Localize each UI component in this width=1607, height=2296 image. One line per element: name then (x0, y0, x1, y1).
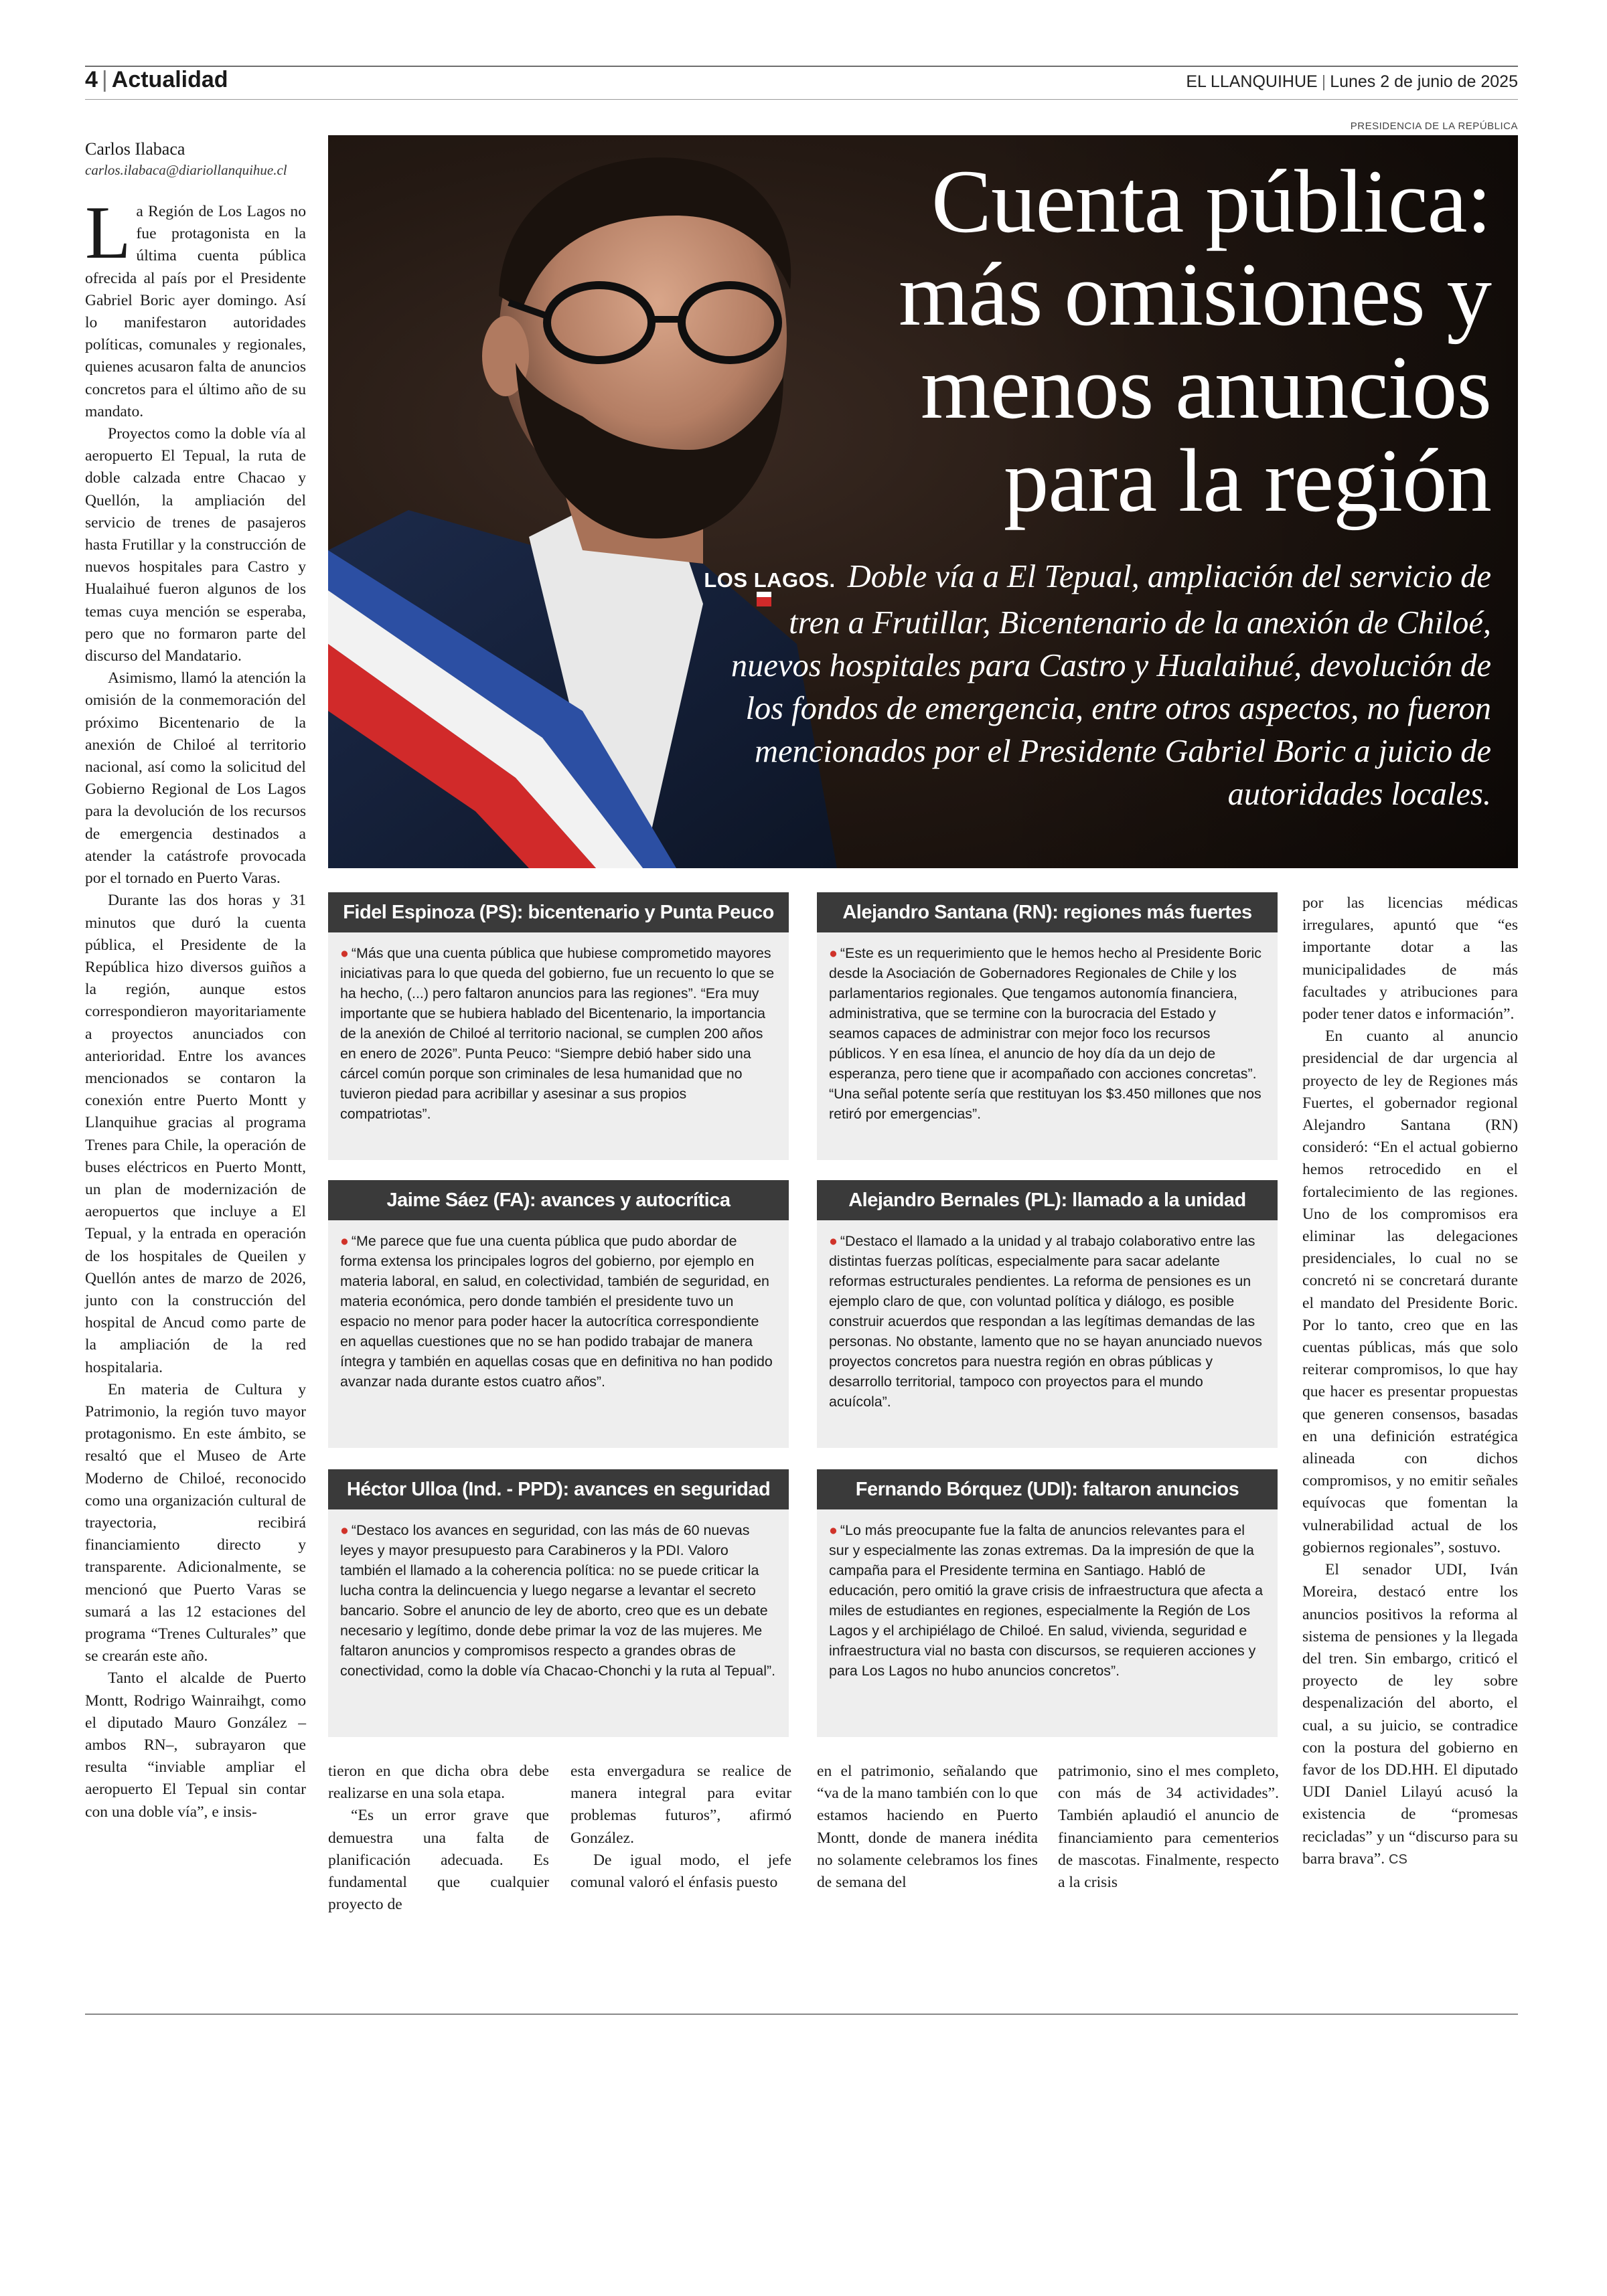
hero-photo (328, 135, 1518, 868)
quote-text: “Destaco los avances en seguridad, con las más de 60 nuevas leyes y mayor presupuesto para Carabineros y la PDI. Valoro también el llamado a la coherencia política: no se puede criticar la lucha contra la delincuencia y luego negarse a levantar el secreto bancario. Sobre el anuncio de ley de aborto, creo que es un debate necesario y legítimo, donde debe primar la voz de las mujeres. Me faltaron anuncios y compromisos respecto a grandes obras de conectividad, como la doble vía Chacao-Chonchi y la ruta al Tepual”. (340, 1522, 776, 1679)
byline-author: Carlos Ilabaca (85, 139, 185, 159)
body-column-1 (85, 191, 306, 1823)
headline-line: Cuenta pública: (931, 152, 1491, 252)
headline-line: para la región (1003, 431, 1491, 531)
body-column-5 (1058, 1760, 1279, 1894)
bullet-icon: ● (340, 945, 349, 961)
paragraph: El senador UDI, Iván Moreira, destacó entre los anuncios positivos la reforma al sistema de pensiones y la llegada del tren. Sin embargo, criticó el proyecto de ley sobre despenalización del aborto, el cual, a su juicio, se contradice con la postura del gobierno en favor de los DD.HH. El diputado UDI Daniel Lilayú acusó la existencia de “promesas recicladas” y un “discurso para su barra brava”. (1302, 1561, 1518, 1868)
quote-box-espinoza (328, 892, 789, 1160)
footer-rule (85, 2014, 1518, 2015)
quote-box-santana (817, 892, 1278, 1160)
deck-text: Doble vía a El Tepual, ampliación del servicio de tren a Frutillar, Bicentenario de la anexión de Chiloé, nuevos hospitales para Castro y Hualaihué, devolución de los fondos de emergencia, entre otros aspectos, no fueron mencionados por el Presidente Gabriel Boric a juicio de autoridades locales. (731, 559, 1491, 812)
body-column-4 (817, 1760, 1038, 1894)
drop-cap: L (85, 191, 131, 274)
bullet-icon: ● (340, 1522, 349, 1538)
paragraph: patrimonio, sino el mes completo, con más de 34 actividades”. También aplaudió el anuncio de financiamiento para cementerios de mascotas. Finalmente, respecto a la crisis (1058, 1762, 1279, 1892)
page-number: 4 (85, 67, 98, 92)
end-mark: CS (1389, 1852, 1407, 1867)
paragraph: Asimismo, llamó la atención la omisión de la conmemoración del próximo Bicentenario de la anexión de Chiloé al territorio nacional, así como la solicitud del Gobierno Regional de Los Lagos para la devolución de los recursos de emergencia destinados a atender la catástrofe provocada por el tornado en Puerto Varas. (85, 669, 306, 888)
quote-box-saez (328, 1180, 789, 1448)
paragraph: En cuanto al anuncio presidencial de dar urgencia al proyecto de ley de Regiones más Fuertes, el gobernador regional Alejandro Santana (RN) consideró: “En el actual gobierno hemos retrocedido en el fortalecimiento de las regiones. Uno de los compromisos era eliminar las delegaciones presidenciales, lo cual no se concretó ni se concretará durante el mandato del Presidente Boric. Por lo tanto, creo que en las cuentas públicas, más que solo reiterar compromisos, lo que hay que hacer es presentar propuestas que generen consensos, basadas en una definición estratégica alineada con dichos compromisos, y no emitir señales equívocas que fomentan la vulnerabilidad actual de los gobiernos regionales”, sostuvo. (1302, 1028, 1518, 1556)
header-top-rule (85, 66, 1518, 67)
deck-location: LOS LAGOS. (704, 568, 836, 592)
headline-line: menos anuncios (920, 338, 1491, 438)
masthead: EL LLANQUIHUE | Lunes 2 de junio de 2025 (1186, 72, 1518, 91)
paragraph: esta envergadura se realice de manera integral para evitar problemas futuros”, afirmó González. (570, 1762, 791, 1847)
bullet-icon: ● (829, 945, 838, 961)
issue-date: Lunes 2 de junio de 2025 (1330, 72, 1518, 91)
quote-title: Alejandro Santana (RN): regiones más fuertes (817, 892, 1278, 932)
quote-text: “Este es un requerimiento que le hemos hecho al Presidente Boric desde la Asociación de Gobernadores Regionales de Chile y los parlamentarios regionales. Que tengamos autonomía financiera, administrativa, que se termine con la burocracia del Estado y seamos capaces de administrar con mejor foco los recursos públicos. Y en esa línea, el anuncio de hoy día da un dejo de esperanza, pero tiene que ir acompañado con acciones concretas”. “Una señal potente sería que restituyan los $3.450 millones que nos retiró por emergencias”. (829, 945, 1261, 1122)
paragraph: De igual modo, el jefe comunal valoró el énfasis puesto (570, 1851, 791, 1892)
quote-title: Fernando Bórquez (UDI): faltaron anuncios (817, 1469, 1278, 1509)
paragraph: Tanto el alcalde de Puerto Montt, Rodrigo Wainraihgt, como el diputado Mauro González –ambos RN–, subrayaron que resulta “inviable ampliar el aeropuerto El Tepual sin contar con una doble vía”, e insis- (85, 1669, 306, 1821)
photo-credit: PRESIDENCIA DE LA REPÚBLICA (1350, 120, 1518, 132)
paragraph: en el patrimonio, señalando que “va de la mano también con lo que estamos haciendo en Puerto Montt, donde de manera inédita no solamente celebramos los fines de semana del (817, 1762, 1038, 1892)
body-column-2 (328, 1760, 549, 1916)
paragraph: “Es un error grave que demuestra una falta de planificación adecuada. Es fundamental que cualquier proyecto de (328, 1807, 549, 1914)
section-label: 4 | Actualidad (85, 67, 228, 92)
quote-title: Héctor Ulloa (Ind. - PPD): avances en seguridad (328, 1469, 789, 1509)
quote-text: “Más que una cuenta pública que hubiese comprometido mayores iniciativas para lo que queda del gobierno, fue un recuento lo que se ha hecho, (...) pero faltaron anuncios para las regiones”. “Era muy importante que se hubiera hablado del Bicentenario, la importancia de la anexión de Chiloé al territorio nacional, se cumplen 200 años en enero de 2026”. Punta Peuco: “Siempre debió haber sido una cárcel común porque son criminales de lesa humanidad que no tuvieron piedad para acribillar y asesinar a sus propios compatriotas”. (340, 945, 775, 1122)
quote-title: Fidel Espinoza (PS): bicentenario y Punta Peuco (328, 892, 789, 932)
paragraph: tieron en que dicha obra debe realizarse en una sola etapa. (328, 1762, 549, 1803)
quote-box-borquez (817, 1469, 1278, 1737)
quote-text: “Me parece que fue una cuenta pública que pudo abordar de forma extensa los principales logros del gobierno, por ejemplo en materia laboral, en salud, en colectividad, también de seguridad, en materia económica, pero donde también el presidente tuvo un espacio no menor para poder hacer la autocrítica correspondiente en aquellas cuestiones que no se han podido trabajar de manera íntegra y también en aquellas cosas que en definitiva no han podido avanzar nada durante estos cuatro años”. (340, 1233, 773, 1390)
quote-text: “Lo más preocupante fue la falta de anuncios relevantes para el sur y especialmente las zonas extremas. Da la impresión de que la campaña para el Presidente termina en Santiago. Habló de educación, pero omitió la grave crisis de infraestructura que afecta a miles de estudiantes en regiones, especialmente la Región de Los Lagos y el archipiélago de Chiloé. En salud, vivienda, seguridad e infraestructura vial no basta con discursos, se requieren acciones y para Los Lagos no hubo anuncios concretos”. (829, 1522, 1264, 1679)
headline (755, 152, 1491, 531)
bullet-icon: ● (340, 1233, 349, 1249)
paragraph: Proyectos como la doble vía al aeropuerto El Tepual, la ruta de doble calzada entre Chacao y Quellón, la ampliación del servicio de trenes de pasajeros hasta Frutillar y la construcción de nuevos hospitales para Castro y Hualaihué fueron algunos de los temas cuya mención se esperaba, pero que no formaron parte del discurso del Mandatario. (85, 425, 306, 665)
headline-line: más omisiones y (899, 245, 1491, 345)
byline-email: carlos.ilabaca@diariollanquihue.cl (85, 162, 287, 178)
paragraph: En materia de Cultura y Patrimonio, la región tuvo mayor protagonismo. En este ámbito, se resaltó que el Museo de Arte Moderno de Chiloé, reconocido como una organización cultural de trayectoria, recibirá financiamiento directo y transparente. Adicionalmente, se mencionó que Puerto Varas se sumará a las 12 estaciones del programa “Trenes Culturales” que se crearán este año. (85, 1380, 306, 1665)
section-name: Actualidad (111, 67, 228, 92)
newspaper-name: EL LLANQUIHUE (1186, 72, 1318, 91)
paragraph: a Región de Los Lagos no fue protagonista en la última cuenta pública ofrecida al país por el Presidente Gabriel Boric ayer domingo. Así lo manifestaron autoridades políticas, comunales y regionales, quienes acusaron falta de anuncios concretos para el último año de su mandato. (85, 203, 306, 420)
quote-text: “Destaco el llamado a la unidad y al trabajo colaborativo entre las distintas fuerzas políticas, especialmente para sacar adelante reformas estructurales pendientes. La reforma de pensiones es un ejemplo claro de que, con voluntad política y diálogo, es posible construir acuerdos que respondan a las legítimas demandas de las personas. No obstante, lamento que no se hayan anunciado nuevos proyectos concretos para nuestra región en obras públicas y desarrollo territorial, tampoco con proyectos para el mundo acuícola”. (829, 1233, 1262, 1410)
bullet-icon: ● (829, 1522, 838, 1538)
bullet-icon: ● (829, 1233, 838, 1249)
body-column-3 (570, 1760, 791, 1894)
header-bottom-rule (85, 99, 1518, 100)
body-column-6 (1302, 892, 1518, 1871)
paragraph: por las licencias médicas irregulares, apuntó que “es importante dotar a las municipalidades de más facultades y atribuciones para poder tener datos e información”. (1302, 894, 1518, 1023)
quote-title: Alejandro Bernales (PL): llamado a la unidad (817, 1180, 1278, 1220)
quote-box-ulloa (328, 1469, 789, 1737)
deck-summary (701, 556, 1491, 816)
paragraph: Durante las dos horas y 31 minutos que duró la cuenta pública, el Presidente de la República hizo diversos guiños a la región, aunque estos correspondieron mayoritariamente a proyectos anunciados con anterioridad. Entre los avances mencionados se contaron la conexión entre Puerto Montt y Llanquihue gracias al programa Trenes para Chile, la operación de buses eléctricos en Puerto Montt, un plan de modernización de aeropuertos que incluye a El Tepual, y la entrada en operación de los hospitales de Queilen y Quellón antes de marzo de 2026, junto con la construcción del hospital de Ancud como parte de la ampliación de la red hospitalaria. (85, 892, 306, 1376)
quote-box-bernales (817, 1180, 1278, 1448)
quote-title: Jaime Sáez (FA): avances y autocrítica (328, 1180, 789, 1220)
